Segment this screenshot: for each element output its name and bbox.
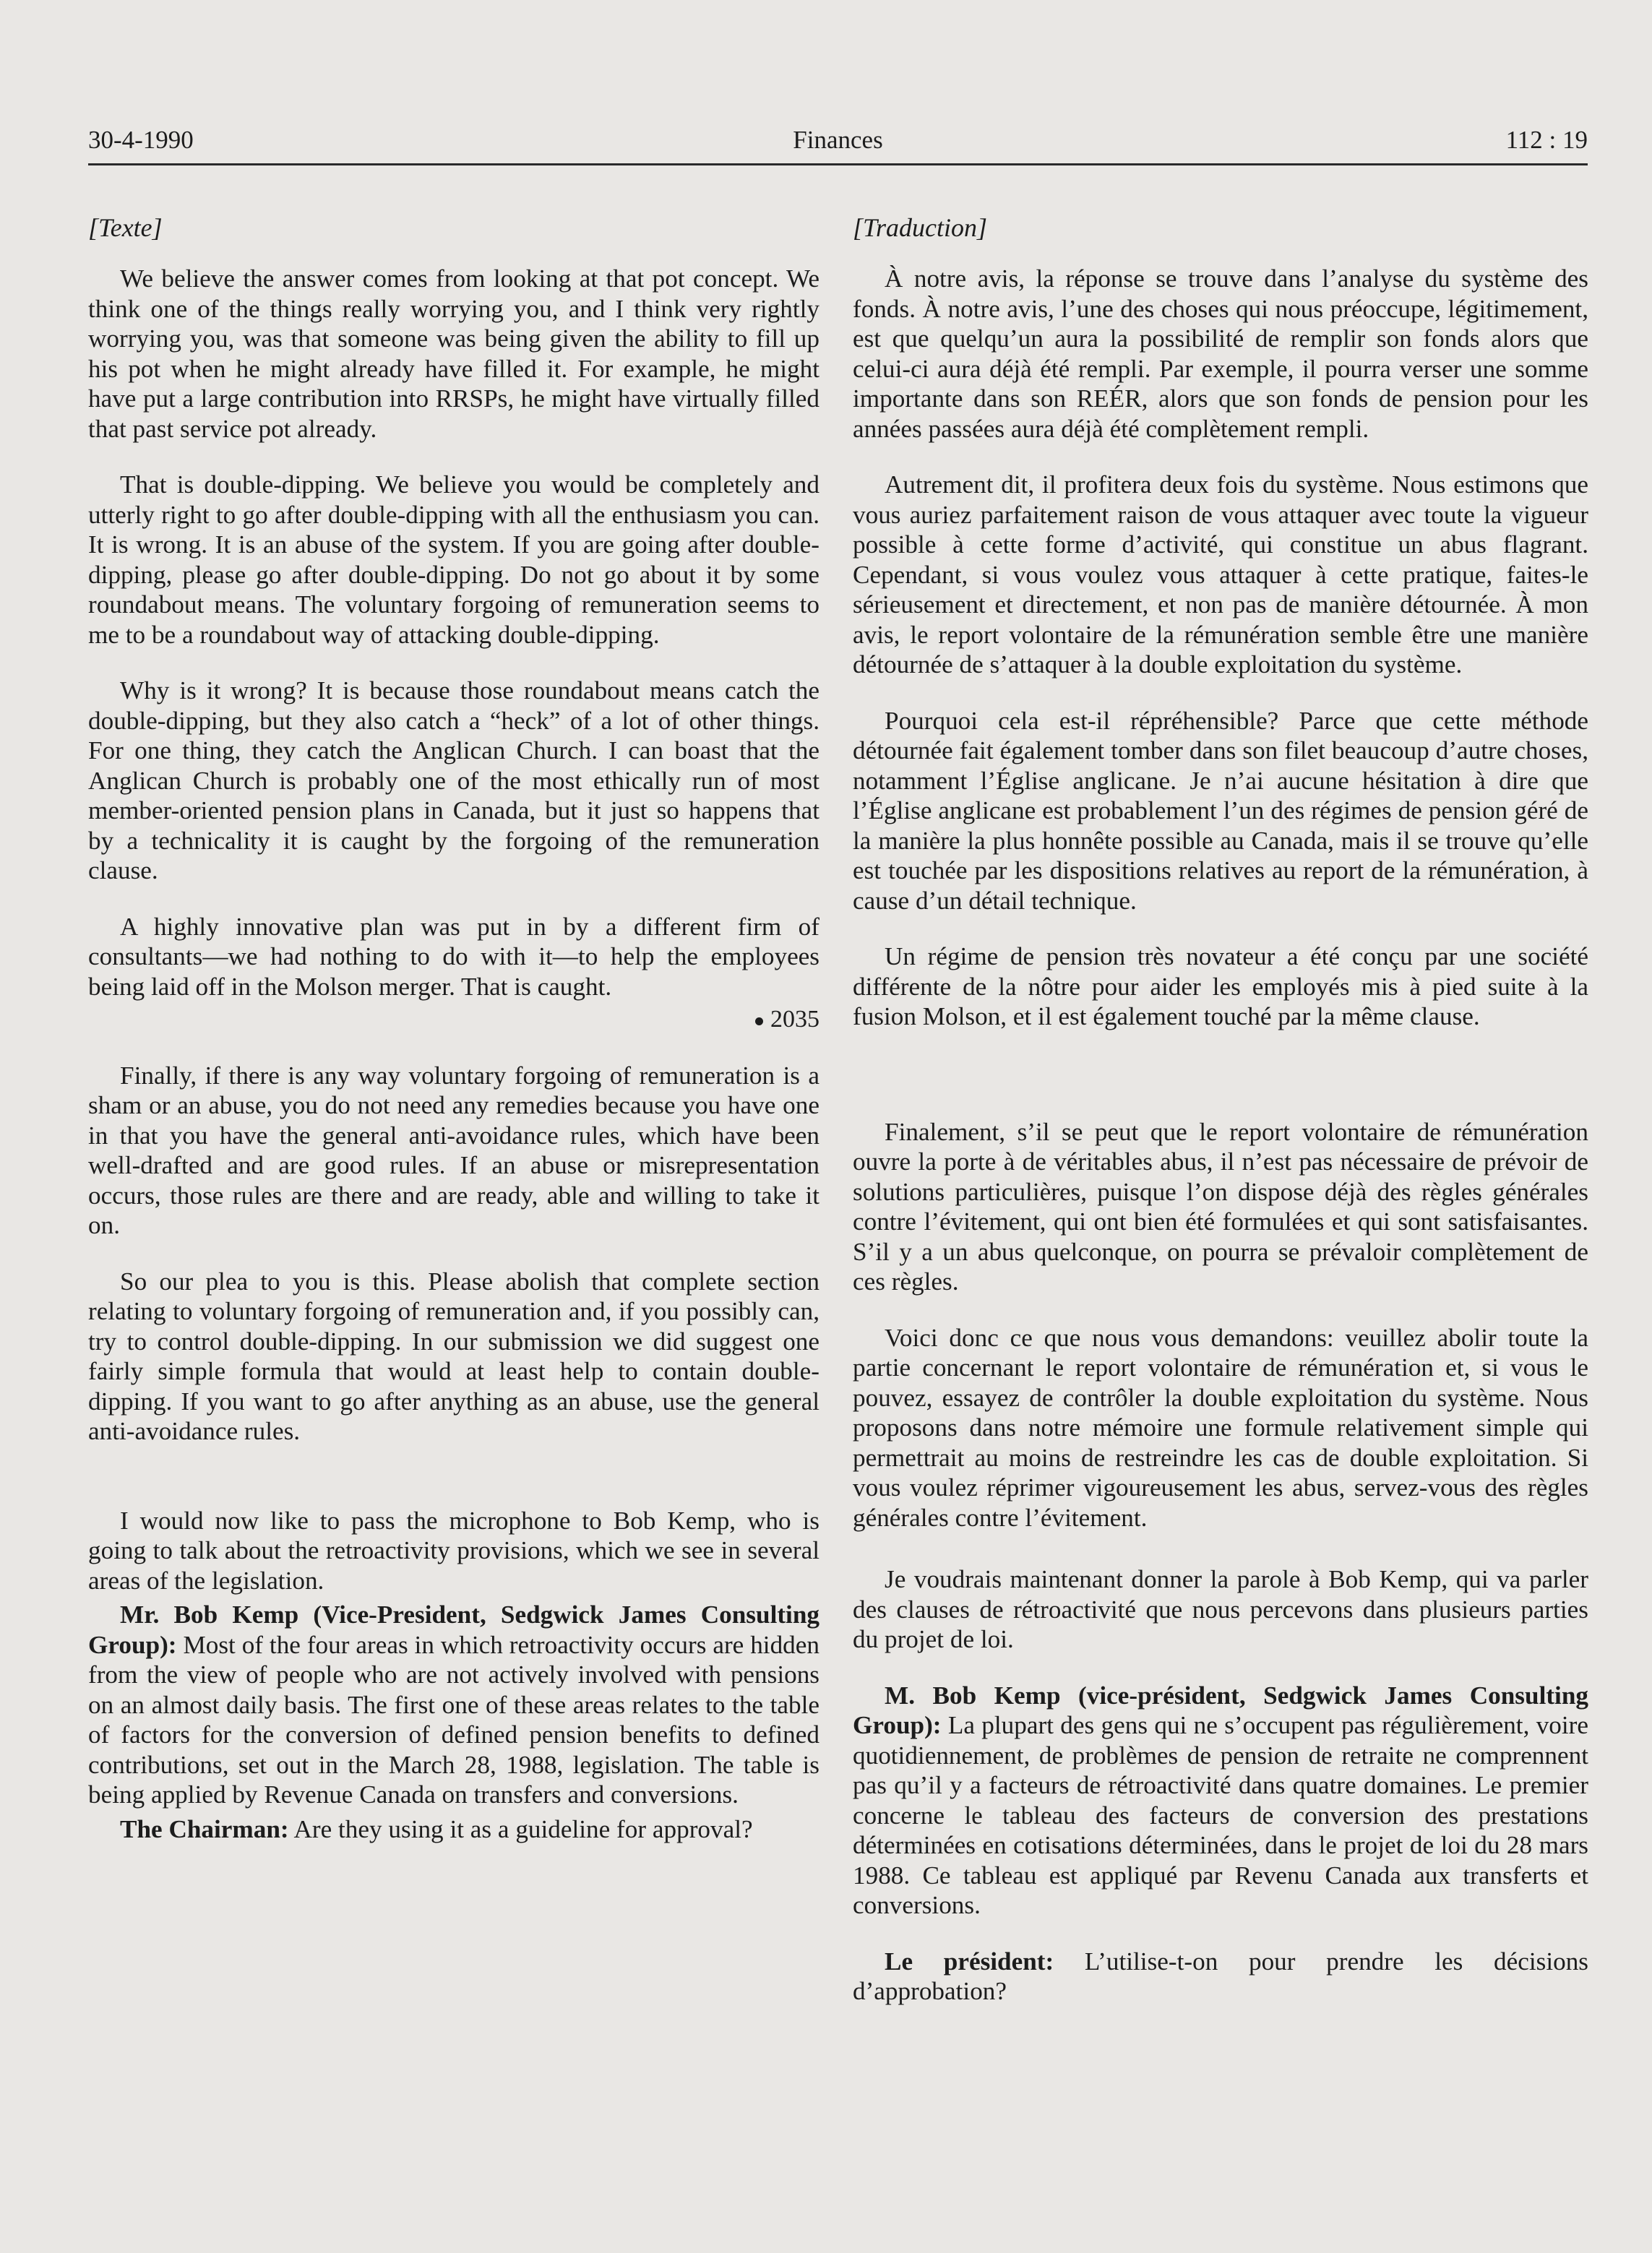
speaker-name: Mr. Bob Kemp (Vice-President, Sedgwick James Consulting Group):	[88, 1601, 819, 1659]
paragraph: Un régime de pension très novateur a été conçu par une société différente de la nôtre pour aider les employés mis à pied suite à la fusion Molson, et il est également touché par la même clause.	[853, 942, 1588, 1030]
header-date: 30-4-1990	[88, 126, 194, 154]
speech-text: Most of the four areas in which retroactivity occurs are hidden from the view of people who are not actively involved with pensions on an almost daily basis. The first one of these areas relates to the table of factors for the conversion of defined pension benefits to defined contributions, set out in the March 28, 1988, legislation. The table is being applied by Revenue Canada on transfers and conversions.	[88, 1630, 819, 1809]
header-title: Finances	[793, 126, 883, 154]
paragraph: Pourquoi cela est-il répréhensible? Parce que cette méthode détournée fait également tomber dans son filet beaucoup d’autre choses, notamment l’Église anglicane. Je n’ai aucune hésitation à dire que l’Église anglicane est probablement l’un des régimes de pension géré de la manière la plus honnête possible au Canada, mais il se trouve qu’elle est touchée par les dispositions relatives au report de la rémunération, à cause d’un détail technique.	[853, 706, 1588, 915]
french-column	[853, 212, 1588, 2007]
time-marker	[88, 1004, 819, 1035]
bullet-icon	[755, 1017, 763, 1025]
paragraph: À notre avis, la réponse se trouve dans l’analyse du système des fonds. À notre avis, l’une des choses qui nous préoccupe, légitimement, est que quelqu’un aura la possibilité de remplir son fonds alors que celui-ci aura déjà été rempli. Par exemple, il pourra verser une somme importante dans son REÉR, alors que son fonds de pension pour les années passées aura déjà été complètement rempli.	[853, 264, 1588, 443]
english-column	[88, 212, 819, 1844]
paragraph: So our plea to you is this. Please abolish that complete section relating to voluntary forgoing of remuneration and, if you possibly can, try to control double-dipping. In our submission we did suggest one fairly simple formula that would at least help to contain double-dipping. If you want to go after anything as an abuse, use the general anti-avoidance rules.	[88, 1267, 819, 1445]
speech-text: Are they using it as a guideline for approval?	[288, 1814, 753, 1843]
speaker-name: M. Bob Kemp (vice-président, Sedgwick James Consulting Group):	[853, 1681, 1588, 1739]
time-marker-value: 2035	[770, 1006, 819, 1033]
speech-text: La plupart des gens qui ne s’occupent pas régulièrement, voire quotidiennement, de problèmes de pension de retraite ne comprennent pas qu’il y a facteurs de rétroactivité dans quatre domaines. Le premier concerne le tableau des facteurs de conversion des prestations déterminées en cotisations déterminées, dans le projet de loi du 28 mars 1988. Ce tableau est appliqué par Revenu Canada aux transferts et conversions.	[853, 1711, 1588, 1919]
speaker-paragraph	[88, 1814, 819, 1845]
paragraph: Autrement dit, il profitera deux fois du système. Nous estimons que vous auriez parfaitement raison de vous attaquer avec toute la vigueur possible à cette forme d’activité, qui constitue un abus flagrant. Cependant, si vous voulez vous attaquer à cette pratique, faites-le sérieusement et directement, et non pas de manière détournée. À mon avis, le report volontaire de la rémunération semble être une manière détournée de s’attaquer à la double exploitation du système.	[853, 470, 1588, 679]
column-label-traduction: [Traduction]	[853, 213, 988, 242]
paragraph: Voici donc ce que nous vous demandons: veuillez abolir toute la partie concernant le report volontaire de rémunération et, si vous le pouvez, essayez de contrôler la double exploitation du système. Nous proposons dans notre mémoire une formule relativement simple qui permettrait au moins de restreindre les cas de double exploitation. Si vous voulez réprimer vigoureusement les abus, servez-vous des règles générales contre l’évitement.	[853, 1323, 1588, 1532]
paragraph: Finalement, s’il se peut que le report volontaire de rémunération ouvre la porte à de véritables abus, il n’est pas nécessaire de prévoir de solutions particulières, puisque l’on dispose déjà des règles générales contre l’évitement, qui ont bien été formulées et qui sont satisfaisantes. S’il y a un abus quelconque, on pourra se prévaloir complètement de ces règles.	[853, 1117, 1588, 1296]
speaker-paragraph	[853, 1681, 1588, 1921]
paragraph: Finally, if there is any way voluntary forgoing of remuneration is a sham or an abuse, you do not need any remedies because you have one in that you have the general anti-avoidance rules, which have been well-drafted and are good rules. If an abuse or misrepresentation occurs, those rules are there and are ready, able and willing to take it on.	[88, 1061, 819, 1239]
paragraph: We believe the answer comes from looking at that pot concept. We think one of the things really worrying you, and I think very rightly worrying you, was that someone was being given the ability to fill up his pot when he might already have filled it. For example, he might have put a large contribution into RRSPs, he might have virtually filled that past service pot already.	[88, 264, 819, 443]
speaker-paragraph	[853, 1947, 1588, 2007]
running-header	[88, 123, 1588, 165]
paragraph: Je voudrais maintenant donner la parole à Bob Kemp, qui va parler des clauses de rétroactivité que nous percevons dans plusieurs parties du projet de loi.	[853, 1565, 1588, 1653]
header-page-number: 112 : 19	[1505, 126, 1588, 154]
paragraph: A highly innovative plan was put in by a different firm of consultants—we had nothing to do with it—to help the employees being laid off in the Molson merger. That is caught.	[88, 912, 819, 1001]
speaker-paragraph	[88, 1600, 819, 1810]
speaker-name: The Chairman:	[120, 1814, 289, 1843]
paragraph: I would now like to pass the microphone to Bob Kemp, who is going to talk about the retroactivity provisions, which we see in several areas of the legislation.	[88, 1506, 819, 1595]
paragraph: Why is it wrong? It is because those roundabout means catch the double-dipping, but they also catch a “heck” of a lot of other things. For one thing, they catch the Anglican Church. I can boast that the Anglican Church is probably one of the most ethically run of most member-oriented pension plans in Canada, but it just so happens that by a technicality it is caught by the forgoing of the remuneration clause.	[88, 676, 819, 884]
speaker-name: Le président:	[885, 1947, 1054, 1976]
paragraph: That is double-dipping. We believe you would be completely and utterly right to go after double-dipping with all the enthusiasm you can. It is wrong. It is an abuse of the system. If you are going after double-dipping, please go after double-dipping. Do not go about it by some roundabout means. The voluntary forgoing of remuneration seems to me to be a roundabout way of attacking double-dipping.	[88, 470, 819, 649]
speech-text: L’utilise-t-on pour prendre les décisions d’approbation?	[853, 1947, 1588, 2005]
column-label-texte: [Texte]	[88, 213, 163, 242]
